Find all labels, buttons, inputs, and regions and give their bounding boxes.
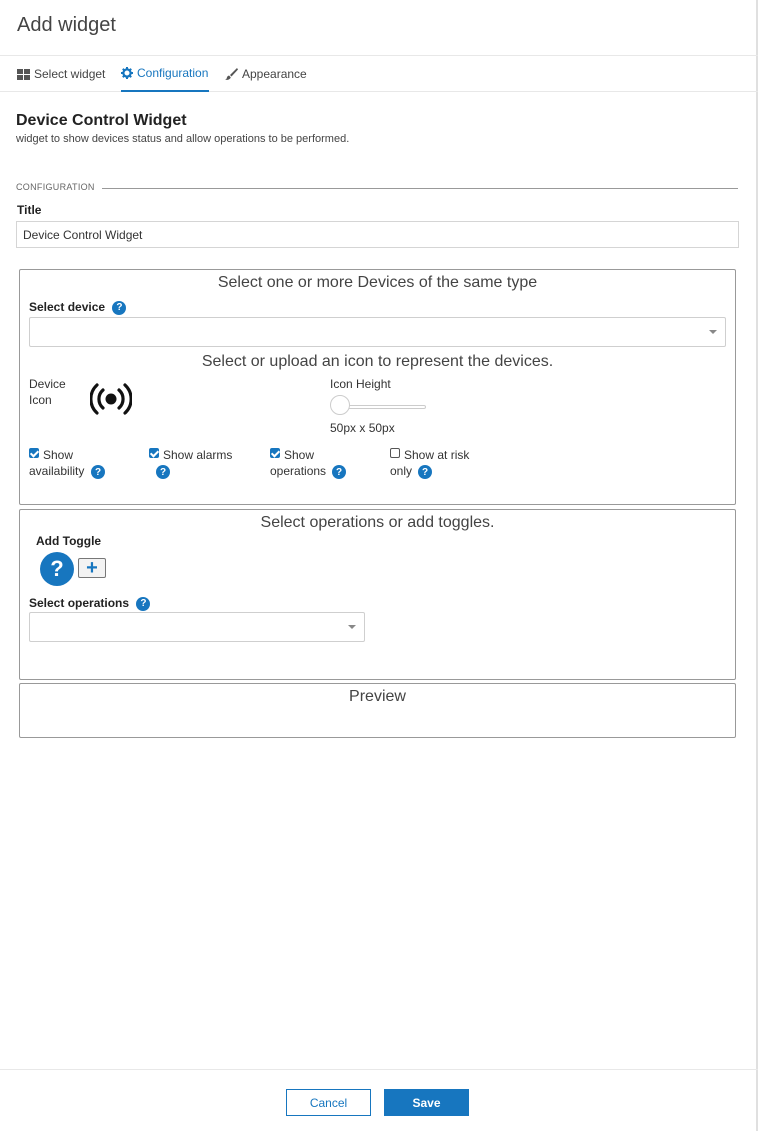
select-device-text: Select device [29, 300, 106, 314]
gear-icon [121, 67, 133, 79]
show-operations-label-line1: Show [284, 448, 315, 462]
show-availability-checkbox[interactable] [29, 448, 39, 458]
title-input[interactable] [16, 221, 739, 248]
widget-name: Device Control Widget [16, 112, 187, 129]
title-label: Title [17, 203, 42, 217]
show-availability-label-line2: availability [29, 464, 85, 478]
dialog-title: Add widget [17, 14, 116, 36]
show-availability-label-line1: Show [43, 448, 74, 462]
cancel-button[interactable]: Cancel [286, 1089, 371, 1116]
save-button[interactable]: Save [384, 1089, 469, 1116]
tab-label: Select widget [34, 67, 106, 81]
chevron-down-icon [709, 330, 717, 334]
tab-label: Configuration [137, 66, 209, 80]
tab-configuration[interactable] [121, 56, 209, 92]
widget-description: widget to show devices status and allow operations to be performed. [16, 133, 350, 145]
icon-height-label: Icon Height [330, 377, 391, 391]
help-icon[interactable]: ? [136, 597, 150, 611]
tab-select-widget[interactable] [17, 56, 105, 92]
footer-divider [0, 1069, 758, 1070]
section-legend: CONFIGURATION [16, 182, 95, 192]
add-toggle-label: Add Toggle [36, 534, 102, 548]
select-operations-label [29, 596, 150, 611]
preview-panel [19, 683, 736, 738]
help-icon[interactable]: ? [156, 465, 170, 479]
select-operations-text: Select operations [29, 596, 130, 610]
tab-appearance[interactable] [225, 56, 307, 92]
operations-heading: Select operations or add toggles. [260, 514, 495, 531]
help-icon[interactable]: ? [91, 465, 105, 479]
help-icon[interactable]: ? [40, 552, 74, 586]
grid-icon [17, 69, 30, 80]
chevron-down-icon [348, 625, 356, 629]
show-at-risk-label-line2: only [390, 464, 413, 478]
broadcast-icon[interactable] [90, 380, 132, 418]
add-toggle-button[interactable]: + [78, 558, 106, 578]
show-at-risk-label-line1: Show at risk [404, 448, 470, 462]
preview-heading: Preview [349, 688, 406, 705]
select-device-label [29, 300, 126, 315]
help-icon[interactable]: ? [332, 465, 346, 479]
select-operations-dropdown[interactable] [29, 612, 365, 642]
help-icon[interactable]: ? [418, 465, 432, 479]
legend-divider [102, 188, 738, 189]
help-icon[interactable]: ? [112, 301, 126, 315]
show-alarms-checkbox[interactable] [149, 448, 159, 458]
device-icon-heading: Select or upload an icon to represent the devices. [201, 353, 554, 370]
operations-panel [19, 509, 736, 680]
show-operations-checkbox[interactable] [270, 448, 280, 458]
show-alarms-label: Show alarms [163, 448, 233, 462]
device-icon-label-line2: Icon [29, 393, 52, 407]
icon-size-text: 50px x 50px [330, 421, 395, 435]
dialog-header [0, 0, 758, 56]
device-selection-heading: Select one or more Devices of the same type [217, 274, 538, 291]
tab-bar [0, 56, 758, 92]
device-icon-label-line1: Device [29, 377, 66, 391]
show-operations-label-line2: operations [270, 464, 327, 478]
icon-height-slider-track[interactable] [340, 405, 426, 409]
show-at-risk-checkbox[interactable] [390, 448, 400, 458]
brush-icon [225, 68, 238, 80]
tab-label: Appearance [242, 67, 307, 81]
select-device-dropdown[interactable] [29, 317, 726, 347]
icon-height-slider-thumb[interactable] [330, 395, 350, 415]
